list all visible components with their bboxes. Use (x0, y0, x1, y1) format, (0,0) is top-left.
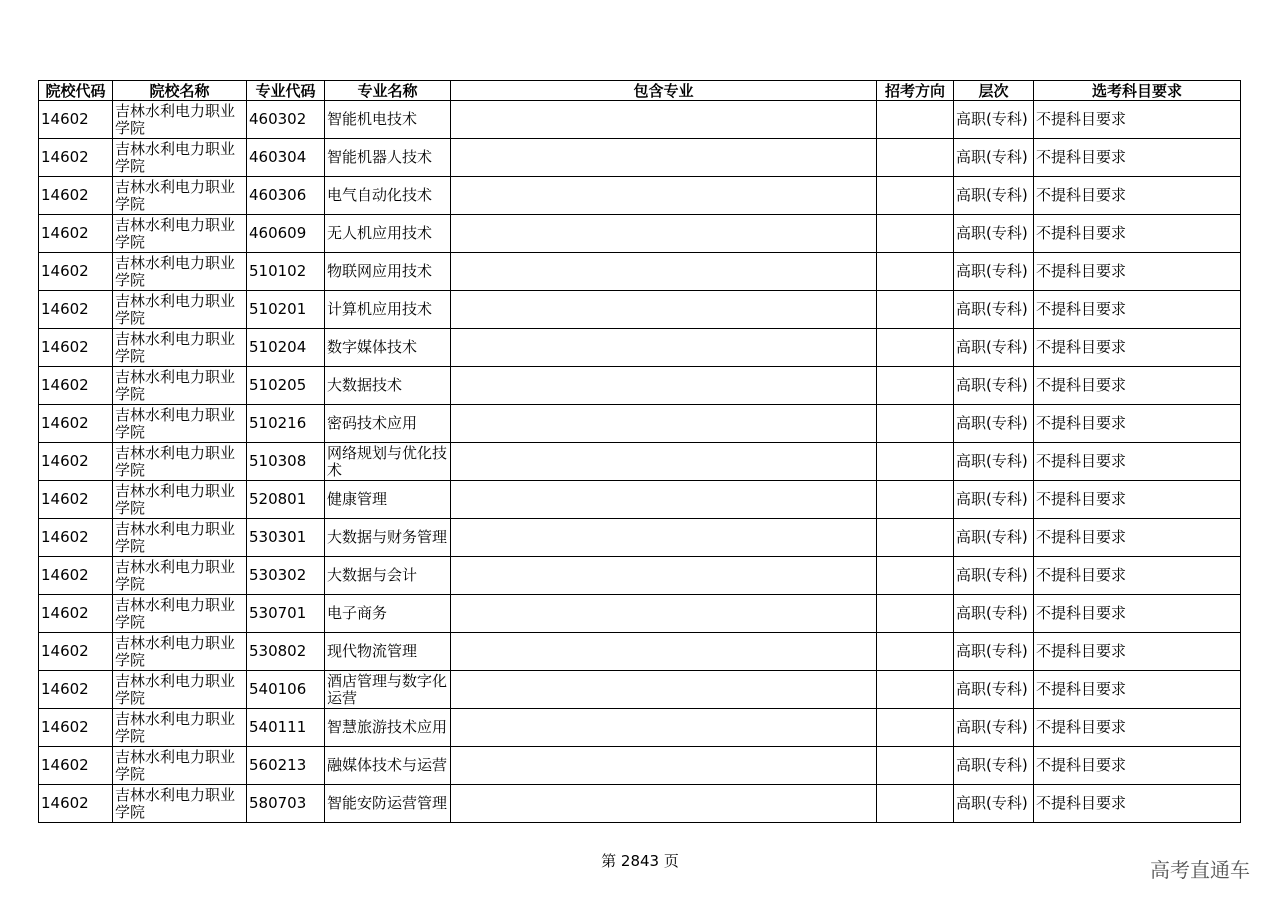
includes-cell (451, 253, 877, 291)
major-name-cell: 无人机应用技术 (325, 215, 451, 253)
major-name-cell: 智慧旅游技术应用 (325, 709, 451, 747)
school-code-cell: 14602 (39, 709, 113, 747)
table-row (39, 671, 1241, 709)
requirement-cell: 不提科目要求 (1034, 101, 1241, 139)
school-code-cell: 14602 (39, 481, 113, 519)
direction-cell (877, 139, 954, 177)
major-code-cell: 520801 (247, 481, 325, 519)
major-name-cell: 酒店管理与数字化运营 (325, 671, 451, 709)
school-name-cell: 吉林水利电力职业学院 (113, 139, 247, 177)
table-row (39, 747, 1241, 785)
includes-cell (451, 481, 877, 519)
header-row (39, 81, 1241, 101)
requirement-cell: 不提科目要求 (1034, 367, 1241, 405)
school-name-cell: 吉林水利电力职业学院 (113, 253, 247, 291)
table-row (39, 519, 1241, 557)
level-cell: 高职(专科) (954, 253, 1034, 291)
includes-cell (451, 177, 877, 215)
school-name-cell: 吉林水利电力职业学院 (113, 633, 247, 671)
major-code-cell: 510216 (247, 405, 325, 443)
school-code-cell: 14602 (39, 671, 113, 709)
direction-cell (877, 633, 954, 671)
level-cell: 高职(专科) (954, 747, 1034, 785)
table-row (39, 595, 1241, 633)
level-cell: 高职(专科) (954, 595, 1034, 633)
level-cell: 高职(专科) (954, 405, 1034, 443)
table-body (39, 101, 1241, 823)
major-code-cell: 530701 (247, 595, 325, 633)
direction-cell (877, 671, 954, 709)
major-code-cell: 580703 (247, 785, 325, 823)
school-name-cell: 吉林水利电力职业学院 (113, 215, 247, 253)
includes-cell (451, 747, 877, 785)
school-code-cell: 14602 (39, 595, 113, 633)
school-code-cell: 14602 (39, 139, 113, 177)
direction-cell (877, 329, 954, 367)
major-code-cell: 540106 (247, 671, 325, 709)
majors-table (38, 80, 1241, 823)
school-name-cell: 吉林水利电力职业学院 (113, 329, 247, 367)
includes-cell (451, 329, 877, 367)
major-code-cell: 460302 (247, 101, 325, 139)
school-code-cell: 14602 (39, 291, 113, 329)
table-row (39, 557, 1241, 595)
requirement-cell: 不提科目要求 (1034, 747, 1241, 785)
major-code-cell: 530302 (247, 557, 325, 595)
level-cell: 高职(专科) (954, 291, 1034, 329)
major-name-cell: 电气自动化技术 (325, 177, 451, 215)
includes-cell (451, 215, 877, 253)
level-cell: 高职(专科) (954, 177, 1034, 215)
header-major-name: 专业名称 (325, 81, 451, 101)
requirement-cell: 不提科目要求 (1034, 253, 1241, 291)
includes-cell (451, 785, 877, 823)
header-level: 层次 (954, 81, 1034, 101)
major-name-cell: 网络规划与优化技术 (325, 443, 451, 481)
level-cell: 高职(专科) (954, 101, 1034, 139)
table-row (39, 405, 1241, 443)
header-major-code: 专业代码 (247, 81, 325, 101)
requirement-cell: 不提科目要求 (1034, 329, 1241, 367)
school-code-cell: 14602 (39, 519, 113, 557)
major-code-cell: 510102 (247, 253, 325, 291)
direction-cell (877, 519, 954, 557)
includes-cell (451, 291, 877, 329)
includes-cell (451, 633, 877, 671)
direction-cell (877, 405, 954, 443)
major-name-cell: 物联网应用技术 (325, 253, 451, 291)
major-code-cell: 560213 (247, 747, 325, 785)
direction-cell (877, 367, 954, 405)
includes-cell (451, 443, 877, 481)
school-code-cell: 14602 (39, 443, 113, 481)
school-code-cell: 14602 (39, 177, 113, 215)
header-includes: 包含专业 (451, 81, 877, 101)
major-code-cell: 510308 (247, 443, 325, 481)
table-row (39, 367, 1241, 405)
requirement-cell: 不提科目要求 (1034, 405, 1241, 443)
requirement-cell: 不提科目要求 (1034, 633, 1241, 671)
school-code-cell: 14602 (39, 633, 113, 671)
requirement-cell: 不提科目要求 (1034, 785, 1241, 823)
requirement-cell: 不提科目要求 (1034, 481, 1241, 519)
major-code-cell: 540111 (247, 709, 325, 747)
school-code-cell: 14602 (39, 253, 113, 291)
table-row (39, 329, 1241, 367)
includes-cell (451, 709, 877, 747)
school-name-cell: 吉林水利电力职业学院 (113, 405, 247, 443)
school-name-cell: 吉林水利电力职业学院 (113, 671, 247, 709)
level-cell: 高职(专科) (954, 519, 1034, 557)
requirement-cell: 不提科目要求 (1034, 709, 1241, 747)
includes-cell (451, 139, 877, 177)
major-name-cell: 大数据与会计 (325, 557, 451, 595)
table-row (39, 101, 1241, 139)
major-name-cell: 智能机电技术 (325, 101, 451, 139)
direction-cell (877, 557, 954, 595)
school-name-cell: 吉林水利电力职业学院 (113, 747, 247, 785)
level-cell: 高职(专科) (954, 329, 1034, 367)
level-cell: 高职(专科) (954, 785, 1034, 823)
direction-cell (877, 215, 954, 253)
major-name-cell: 智能安防运营管理 (325, 785, 451, 823)
major-name-cell: 计算机应用技术 (325, 291, 451, 329)
major-code-cell: 460609 (247, 215, 325, 253)
school-name-cell: 吉林水利电力职业学院 (113, 785, 247, 823)
school-name-cell: 吉林水利电力职业学院 (113, 177, 247, 215)
direction-cell (877, 747, 954, 785)
requirement-cell: 不提科目要求 (1034, 291, 1241, 329)
school-code-cell: 14602 (39, 215, 113, 253)
direction-cell (877, 443, 954, 481)
major-name-cell: 融媒体技术与运营 (325, 747, 451, 785)
major-name-cell: 智能机器人技术 (325, 139, 451, 177)
includes-cell (451, 101, 877, 139)
direction-cell (877, 481, 954, 519)
watermark: 高考直通车 (1150, 858, 1250, 882)
school-name-cell: 吉林水利电力职业学院 (113, 557, 247, 595)
major-code-cell: 510205 (247, 367, 325, 405)
includes-cell (451, 595, 877, 633)
major-code-cell: 510204 (247, 329, 325, 367)
major-code-cell: 530802 (247, 633, 325, 671)
level-cell: 高职(专科) (954, 671, 1034, 709)
school-name-cell: 吉林水利电力职业学院 (113, 291, 247, 329)
direction-cell (877, 595, 954, 633)
school-code-cell: 14602 (39, 785, 113, 823)
includes-cell (451, 367, 877, 405)
table-row (39, 215, 1241, 253)
school-code-cell: 14602 (39, 101, 113, 139)
school-code-cell: 14602 (39, 747, 113, 785)
major-name-cell: 大数据与财务管理 (325, 519, 451, 557)
school-name-cell: 吉林水利电力职业学院 (113, 101, 247, 139)
includes-cell (451, 519, 877, 557)
direction-cell (877, 709, 954, 747)
school-name-cell: 吉林水利电力职业学院 (113, 443, 247, 481)
table-row (39, 291, 1241, 329)
level-cell: 高职(专科) (954, 557, 1034, 595)
table-row (39, 785, 1241, 823)
school-code-cell: 14602 (39, 329, 113, 367)
school-name-cell: 吉林水利电力职业学院 (113, 519, 247, 557)
includes-cell (451, 671, 877, 709)
table-row (39, 177, 1241, 215)
requirement-cell: 不提科目要求 (1034, 519, 1241, 557)
direction-cell (877, 785, 954, 823)
table-row (39, 709, 1241, 747)
requirement-cell: 不提科目要求 (1034, 671, 1241, 709)
level-cell: 高职(专科) (954, 139, 1034, 177)
level-cell: 高职(专科) (954, 367, 1034, 405)
direction-cell (877, 101, 954, 139)
requirement-cell: 不提科目要求 (1034, 177, 1241, 215)
table-row (39, 253, 1241, 291)
requirement-cell: 不提科目要求 (1034, 443, 1241, 481)
school-name-cell: 吉林水利电力职业学院 (113, 481, 247, 519)
school-name-cell: 吉林水利电力职业学院 (113, 709, 247, 747)
major-code-cell: 460306 (247, 177, 325, 215)
table-row (39, 481, 1241, 519)
major-name-cell: 数字媒体技术 (325, 329, 451, 367)
level-cell: 高职(专科) (954, 481, 1034, 519)
direction-cell (877, 291, 954, 329)
school-code-cell: 14602 (39, 405, 113, 443)
requirement-cell: 不提科目要求 (1034, 215, 1241, 253)
header-school-name: 院校名称 (113, 81, 247, 101)
table-row (39, 633, 1241, 671)
page-number: 第 2843 页 (601, 852, 679, 870)
includes-cell (451, 405, 877, 443)
level-cell: 高职(专科) (954, 443, 1034, 481)
table-row (39, 443, 1241, 481)
requirement-cell: 不提科目要求 (1034, 595, 1241, 633)
major-code-cell: 530301 (247, 519, 325, 557)
major-code-cell: 460304 (247, 139, 325, 177)
requirement-cell: 不提科目要求 (1034, 139, 1241, 177)
requirement-cell: 不提科目要求 (1034, 557, 1241, 595)
table-row (39, 139, 1241, 177)
level-cell: 高职(专科) (954, 215, 1034, 253)
direction-cell (877, 253, 954, 291)
major-name-cell: 健康管理 (325, 481, 451, 519)
major-name-cell: 现代物流管理 (325, 633, 451, 671)
major-name-cell: 密码技术应用 (325, 405, 451, 443)
school-code-cell: 14602 (39, 557, 113, 595)
major-code-cell: 510201 (247, 291, 325, 329)
major-name-cell: 电子商务 (325, 595, 451, 633)
school-name-cell: 吉林水利电力职业学院 (113, 367, 247, 405)
header-requirement: 选考科目要求 (1034, 81, 1241, 101)
header-direction: 招考方向 (877, 81, 954, 101)
direction-cell (877, 177, 954, 215)
major-name-cell: 大数据技术 (325, 367, 451, 405)
level-cell: 高职(专科) (954, 633, 1034, 671)
level-cell: 高职(专科) (954, 709, 1034, 747)
school-name-cell: 吉林水利电力职业学院 (113, 595, 247, 633)
includes-cell (451, 557, 877, 595)
school-code-cell: 14602 (39, 367, 113, 405)
header-school-code: 院校代码 (39, 81, 113, 101)
